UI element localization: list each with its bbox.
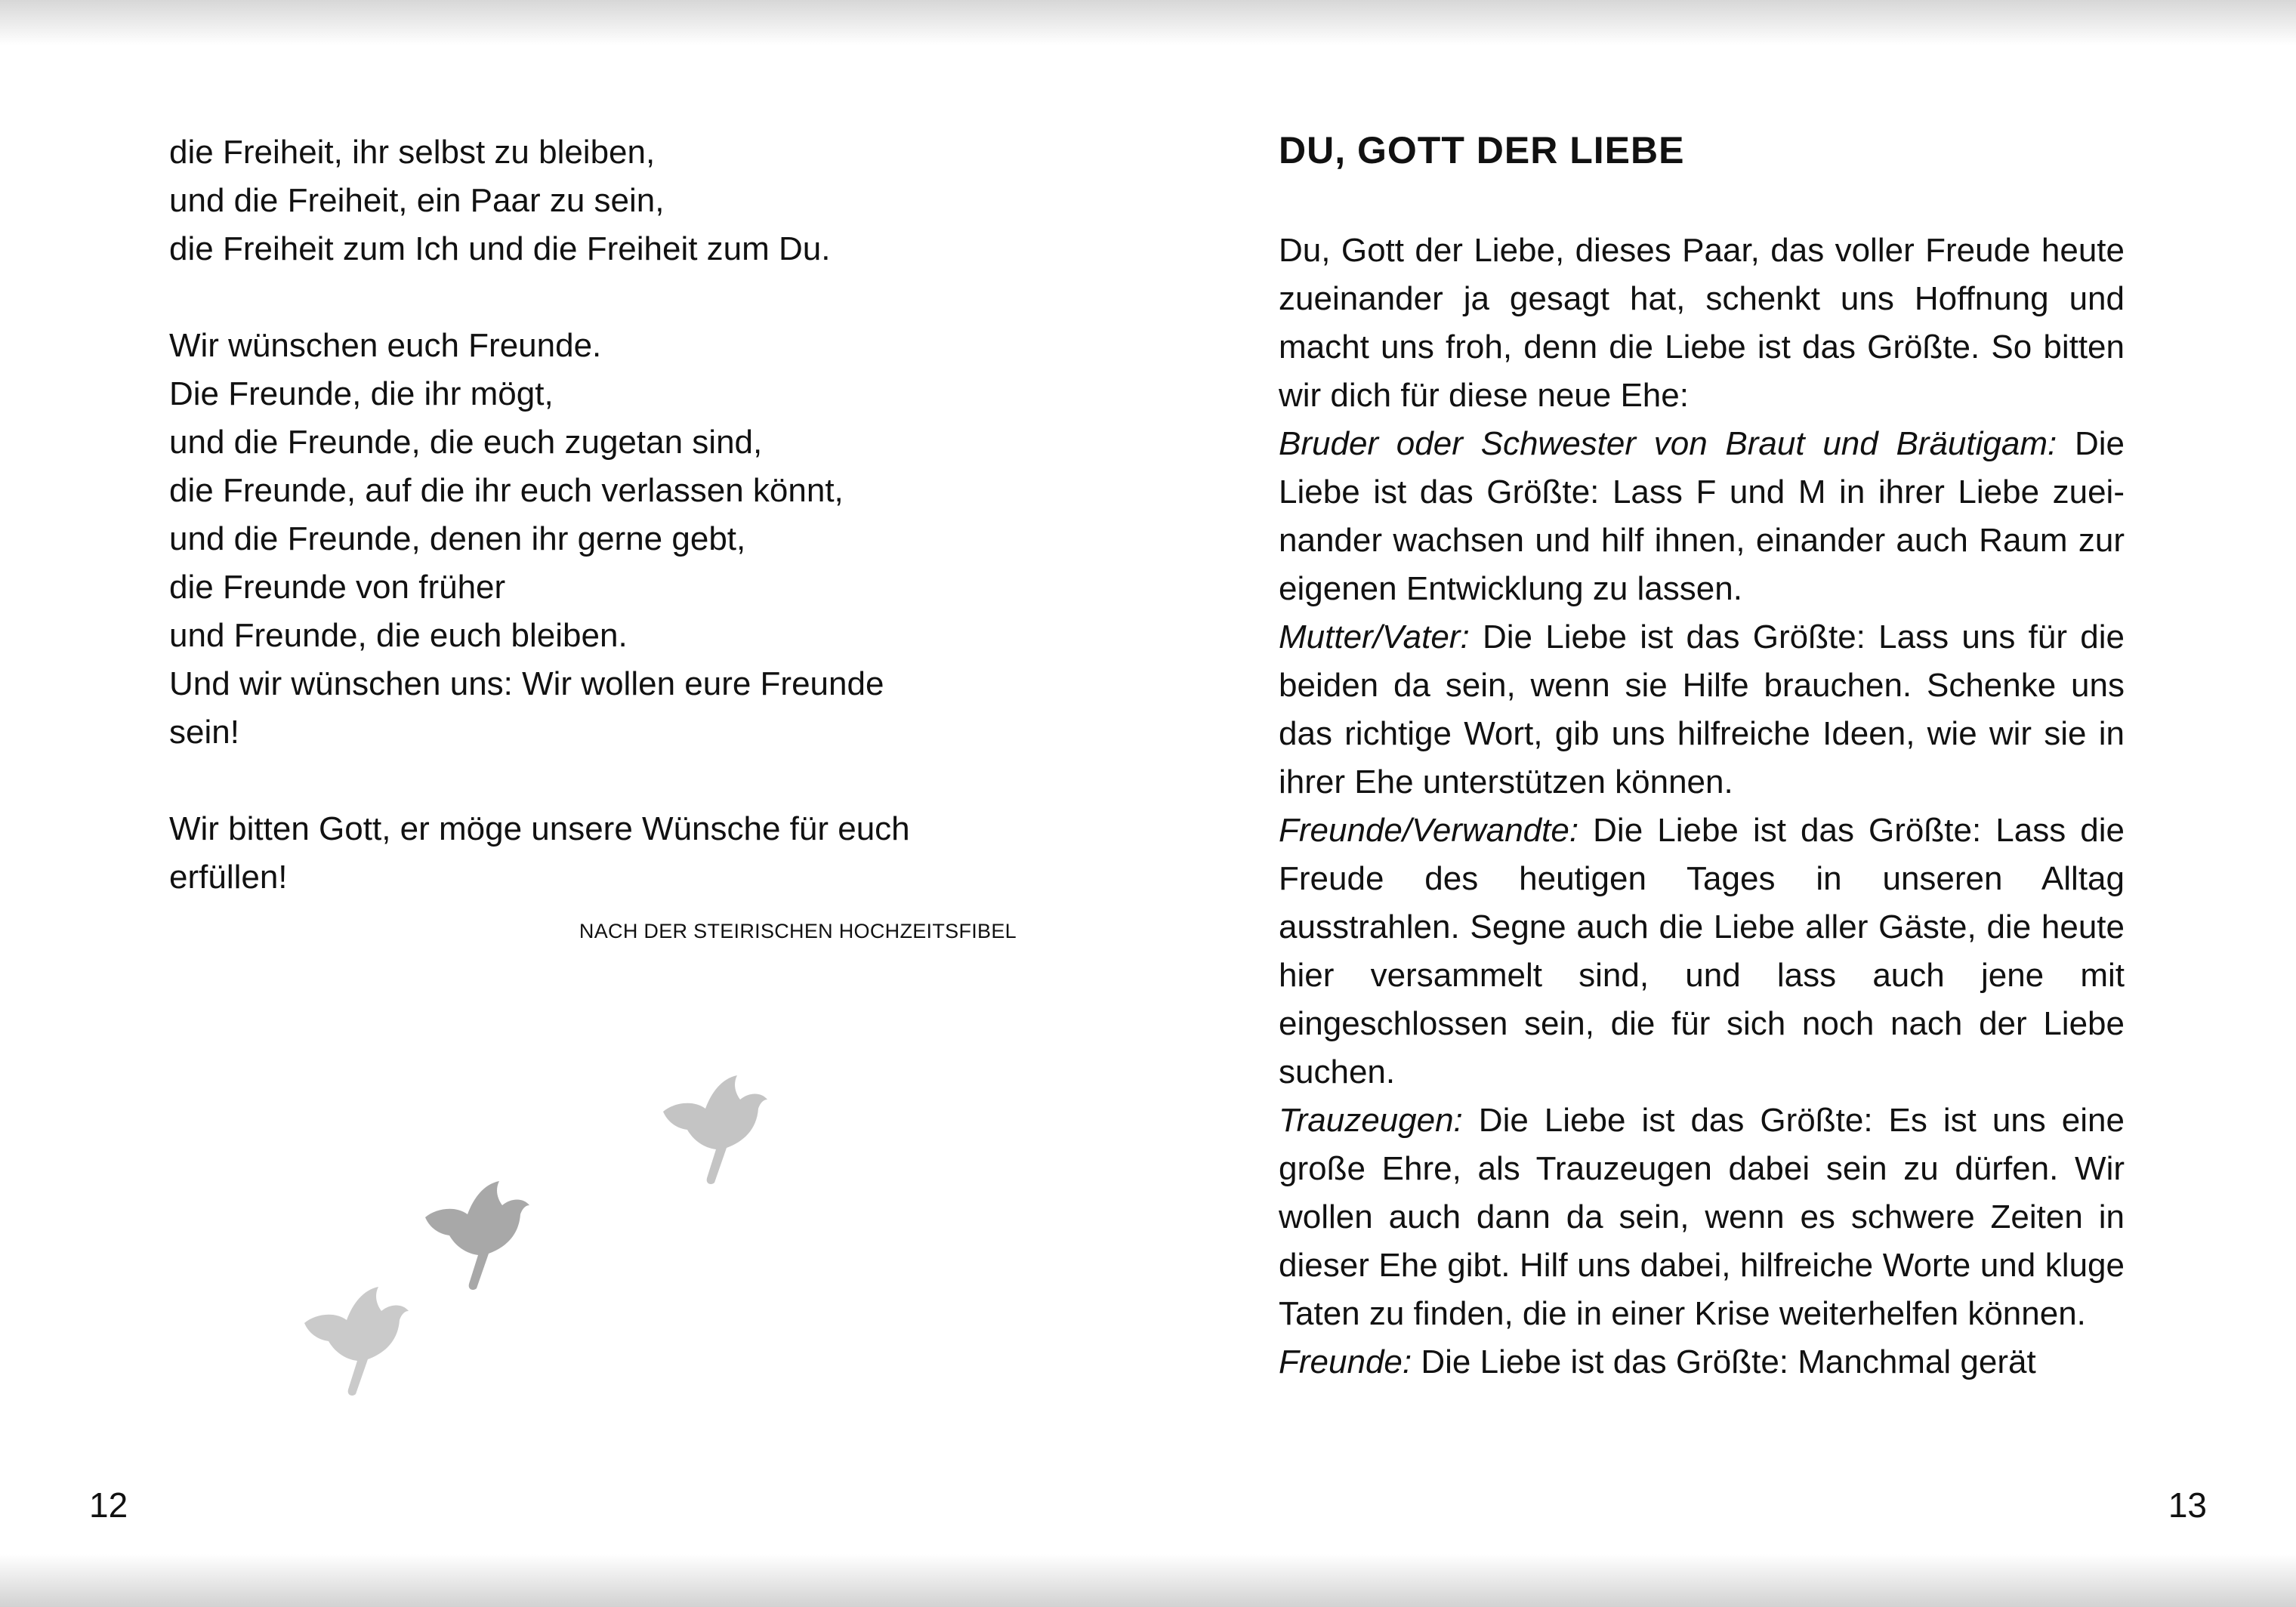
poem-line: erfüllen! xyxy=(169,859,288,896)
speaker-label: Freunde/Verwandte: xyxy=(1279,812,1579,849)
speaker-label: Mutter/Vater: xyxy=(1279,618,1470,655)
intercession xyxy=(1279,1338,2125,1386)
intercession xyxy=(1279,613,2125,807)
poem-line: Wir bitten Gott, er möge unsere Wünsche für euch xyxy=(169,810,910,847)
dove-icon xyxy=(663,1075,767,1184)
intro-paragraph: Du, Gott der Liebe, dieses Paar, das voller Freude heute zueinander ja gesagt hat, schenkt uns Hoffnung und macht uns froh, denn die Liebe ist das Größte. So bitten wir dich für diese neue Ehe: xyxy=(1279,232,2125,414)
poem-line: die Freiheit zum Ich und die Freiheit zum Du. xyxy=(169,230,831,267)
poem-line: die Freiheit, ihr selbst zu bleiben, xyxy=(169,134,656,171)
intercession-text: Die Liebe ist das Größte: Lass die Freude des heutigen Tages in unseren Alltag ausstrahlen. Segne auch die Liebe aller Gäste, die heute hier versammelt sind, und lass auch jene mit eingeschlossen sein, die für sich noch nach der Liebe suchen. xyxy=(1279,812,2125,1090)
page-number: 13 xyxy=(2168,1485,2207,1525)
bottom-shadow xyxy=(0,1554,2296,1607)
poem-line: und Freunde, die euch bleiben. xyxy=(169,617,628,654)
doves-illustration xyxy=(287,1050,785,1397)
dove-icon xyxy=(304,1287,409,1396)
page-title: DU, GOTT DER LIEBE xyxy=(1279,129,1685,171)
poem-line: Die Freunde, die ihr mögt, xyxy=(169,375,554,412)
intercession-text: Die Liebe ist das Größte: Es ist uns eine große Ehre, als Trauzeugen dabei sein zu dürfen. Wir wollen auch dann da sein, wenn es schwere Zeiten in dieser Ehe gibt. Hilf uns dabei, hilfreiche Worte und kluge Taten zu finden, die in einer Krise weiterhelfen können. xyxy=(1279,1102,2125,1332)
intercession xyxy=(1279,420,2125,613)
poem-line: und die Freiheit, ein Paar zu sein, xyxy=(169,182,665,219)
poem-line: Wir wünschen euch Freunde. xyxy=(169,327,602,364)
intercession-text: Die Liebe ist das Größte: Manchmal gerät xyxy=(1421,1343,2036,1380)
poem xyxy=(169,128,1030,950)
poem-line: die Freunde von früher xyxy=(169,569,506,606)
prayer-body xyxy=(1279,227,2125,1386)
stanza-freedom xyxy=(169,128,1030,273)
poem-line: Und wir wünschen uns: Wir wollen eure Freunde xyxy=(169,665,884,702)
page-number: 12 xyxy=(89,1485,128,1525)
source-attribution: NACH DER STEIRISCHEN HOCHZEITSFIBEL xyxy=(579,920,1017,942)
poem-line: und die Freunde, die euch zugetan sind, xyxy=(169,424,763,461)
intercession-text: Die Liebe ist das Größte: Lass uns für die beiden da sein, wenn sie Hilfe brauchen. Schenke uns das richtige Wort, gib uns hilfreiche Ideen, wie wir sie in ihrer Ehe unterstützen können. xyxy=(1279,618,2125,800)
speaker-label: Freunde: xyxy=(1279,1343,1412,1380)
poem-line: die Freunde, auf die ihr euch verlassen könnt, xyxy=(169,472,844,509)
stanza-friends xyxy=(169,322,1030,757)
intercession xyxy=(1279,1097,2125,1338)
speaker-label: Trauzeugen: xyxy=(1279,1102,1463,1139)
poem-line: sein! xyxy=(169,714,239,751)
poem-line: und die Freunde, denen ihr gerne gebt, xyxy=(169,520,746,557)
right-page xyxy=(1148,0,2296,1607)
dove-icon xyxy=(425,1181,529,1290)
stanza-blessing xyxy=(169,805,1030,902)
intercession xyxy=(1279,807,2125,1097)
speaker-label: Bruder oder Schwester von Braut und Bräutigam: xyxy=(1279,425,2057,462)
intercession-text: Die Liebe ist das Größte: Lass F und M in ihrer Liebe zueinander wachsen und hilf ihnen, einander auch Raum zur eigenen Entwicklung zu lassen. xyxy=(1279,425,2125,607)
